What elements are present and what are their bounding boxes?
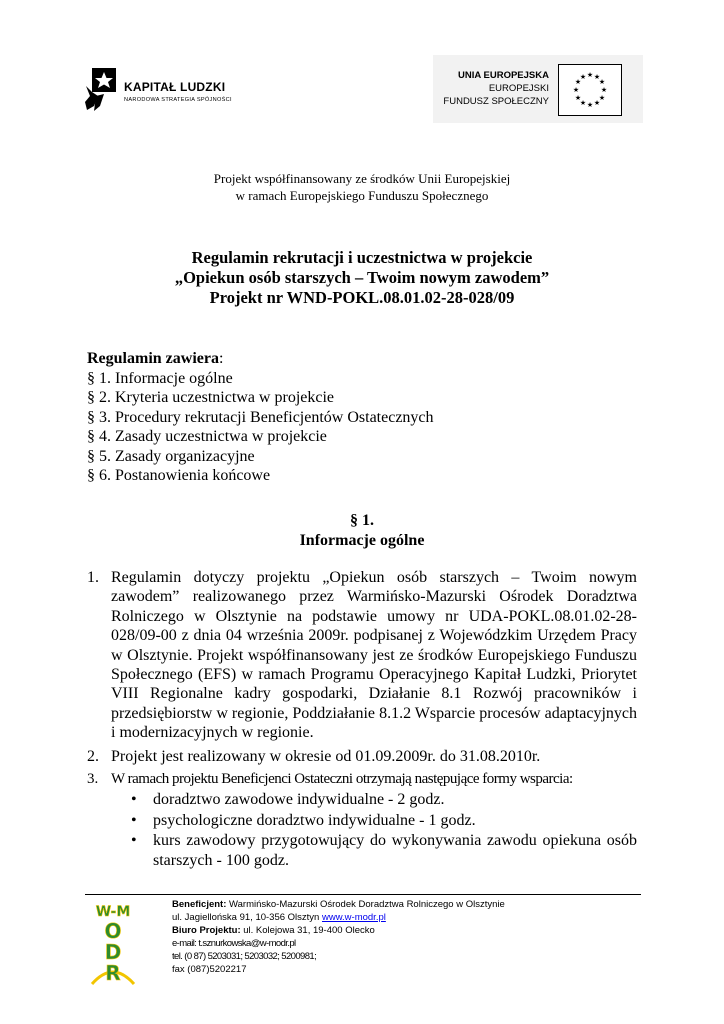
star-figure-icon: [84, 66, 118, 112]
footer-fax: fax (087)5202217: [172, 964, 247, 975]
kapital-ludzki-subtitle: NARODOWA STRATEGIA SPÓJNOŚCI: [124, 97, 232, 103]
point-number: 3.: [87, 771, 99, 788]
list-item: [87, 568, 637, 743]
bullet-item: • psychologiczne doradztwo indywidualne - 1 godz.: [111, 811, 637, 830]
svg-text:★: ★: [574, 78, 582, 86]
svg-text:★: ★: [598, 94, 606, 102]
cofunding-line-1: Projekt współfinansowany ze środków Unii Europejskiej: [213, 171, 511, 186]
table-of-contents: [87, 349, 434, 486]
website-link[interactable]: www.w-modr.pl: [321, 912, 386, 923]
contents-item: § 4. Zasady uczestnictwa w projekcie: [87, 428, 327, 445]
contents-colon: :: [218, 350, 224, 367]
footer-tel: tel. (0 87) 5203031; 5203032; 5200981;: [172, 951, 317, 962]
list-item: [87, 770, 637, 870]
section-number: § 1.: [350, 512, 374, 529]
footer-email: e-mail: t.sznurkowska@w-modr.pl: [172, 938, 296, 949]
bullet-item: • doradztwo zawodowe indywidualne - 2 godz.: [111, 790, 637, 809]
eu-line-3: FUNDUSZ SPOŁECZNY: [443, 96, 549, 107]
svg-text:D: D: [104, 940, 122, 964]
office-label: Biuro Projektu:: [172, 925, 241, 936]
svg-text:★: ★: [574, 94, 582, 102]
svg-text:★: ★: [598, 78, 606, 86]
point-text: Projekt jest realizowany w okresie od 01.09.2009r. do 31.08.2010r.: [111, 747, 541, 765]
cofunding-line-2: w ramach Europejskiego Funduszu Społecznego: [235, 188, 489, 203]
point-number: 2.: [87, 747, 99, 765]
contents-label: Regulamin zawiera: [87, 350, 219, 367]
svg-text:★: ★: [586, 71, 594, 79]
point-number: 1.: [87, 569, 99, 586]
title-line-3: Projekt nr WND-POKL.08.01.02-28-028/09: [209, 288, 515, 307]
eu-line-1: UNIA EUROPEJSKA: [458, 70, 549, 81]
svg-text:O: O: [104, 919, 122, 943]
contents-item: § 5. Zasady organizacyjne: [87, 447, 255, 465]
svg-text:★: ★: [593, 99, 601, 107]
svg-text:★: ★: [579, 99, 587, 107]
svg-text:★: ★: [586, 101, 594, 109]
beneficiary-name: Warmińsko-Mazurski Ośrodek Doradztwa Rolniczego w Olsztynie: [226, 899, 505, 910]
contents-item: § 2. Kryteria uczestnictwa w projekcie: [87, 389, 335, 406]
svg-text:R: R: [105, 961, 121, 985]
footer-address: [172, 911, 505, 924]
point-text: Regulamin dotyczy projektu „Opiekun osób starszych – Twoim nowym zawodem” realizowanego przez Warmińsko-Mazurski Ośrodek Doradztwa Rolniczego w Olsztynie na podstawie umowy nr UDA-POKL.08.01.02-28-028/09-00 z dnia 04 września 2009r. podpisanej z Wojewódzkim Urzędem Pracy w Olsztynie. Projekt współfinansowany jest ze środków Europejskiego Funduszu Społecznego (EFS) w ramach Programu Operacyjnego Kapitał Ludzki, Priorytet VIII Regionalne kadry gospodarki, Działanie 8.1 Rozwój pracowników i przedsiębiorstw w regionie, Poddziałanie 8.1.2 Wsparcie procesów adaptacyjnych i modernizacyjnych w regionie.: [111, 569, 637, 742]
kapital-ludzki-logo: [84, 64, 244, 116]
address-text: ul. Jagiellońska 91, 10-356 Olsztyn: [172, 912, 322, 923]
svg-text:★: ★: [579, 73, 587, 81]
contents-item: § 3. Procedury rekrutacji Beneficjentów Ostatecznych: [87, 408, 434, 426]
contents-item: § 6. Postanowienia końcowe: [87, 467, 271, 484]
eu-logo: [433, 55, 643, 123]
footer-office: [172, 924, 505, 937]
eu-line-2: EUROPEJSKI: [488, 83, 549, 94]
beneficiary-label: Beneficjent:: [172, 899, 227, 910]
title-line-1: Regulamin rekrutacji i uczestnictwa w projekcie: [191, 248, 533, 267]
svg-text:★: ★: [593, 73, 601, 81]
cofunding-note: [0, 170, 724, 204]
footer-contact: [172, 898, 505, 976]
contents-item: § 1. Informacje ogólne: [87, 369, 233, 387]
svg-text:W-M: W-M: [95, 904, 131, 920]
footer-divider: [85, 894, 641, 895]
svg-text:★: ★: [600, 86, 608, 94]
contents-heading: [87, 349, 434, 369]
list-item: [87, 747, 637, 766]
bullet-item: • kurs zawodowy przygotowujący do wykonywania zawodu opiekuna osób starszych - 100 godz.: [111, 831, 637, 870]
title-line-2: „Opiekun osób starszych – Twoim nowym zawodem”: [174, 268, 550, 287]
point-text: W ramach projektu Beneficjenci Ostateczni otrzymają następujące formy wsparcia:: [111, 771, 573, 788]
eu-logo-text: [443, 69, 549, 108]
footer-beneficiary: [172, 898, 505, 911]
section-title: Informacje ogólne: [299, 531, 425, 549]
svg-text:★: ★: [572, 86, 580, 94]
office-address: ul. Kolejowa 31, 19-400 Olecko: [240, 925, 375, 936]
section-1-heading: [0, 511, 724, 550]
section-1-points: [87, 568, 637, 874]
eu-flag-icon: [558, 64, 622, 116]
wm-odr-logo: [88, 900, 138, 986]
kapital-ludzki-title: KAPITAŁ LUDZKI: [124, 80, 226, 94]
document-title: [0, 248, 724, 308]
